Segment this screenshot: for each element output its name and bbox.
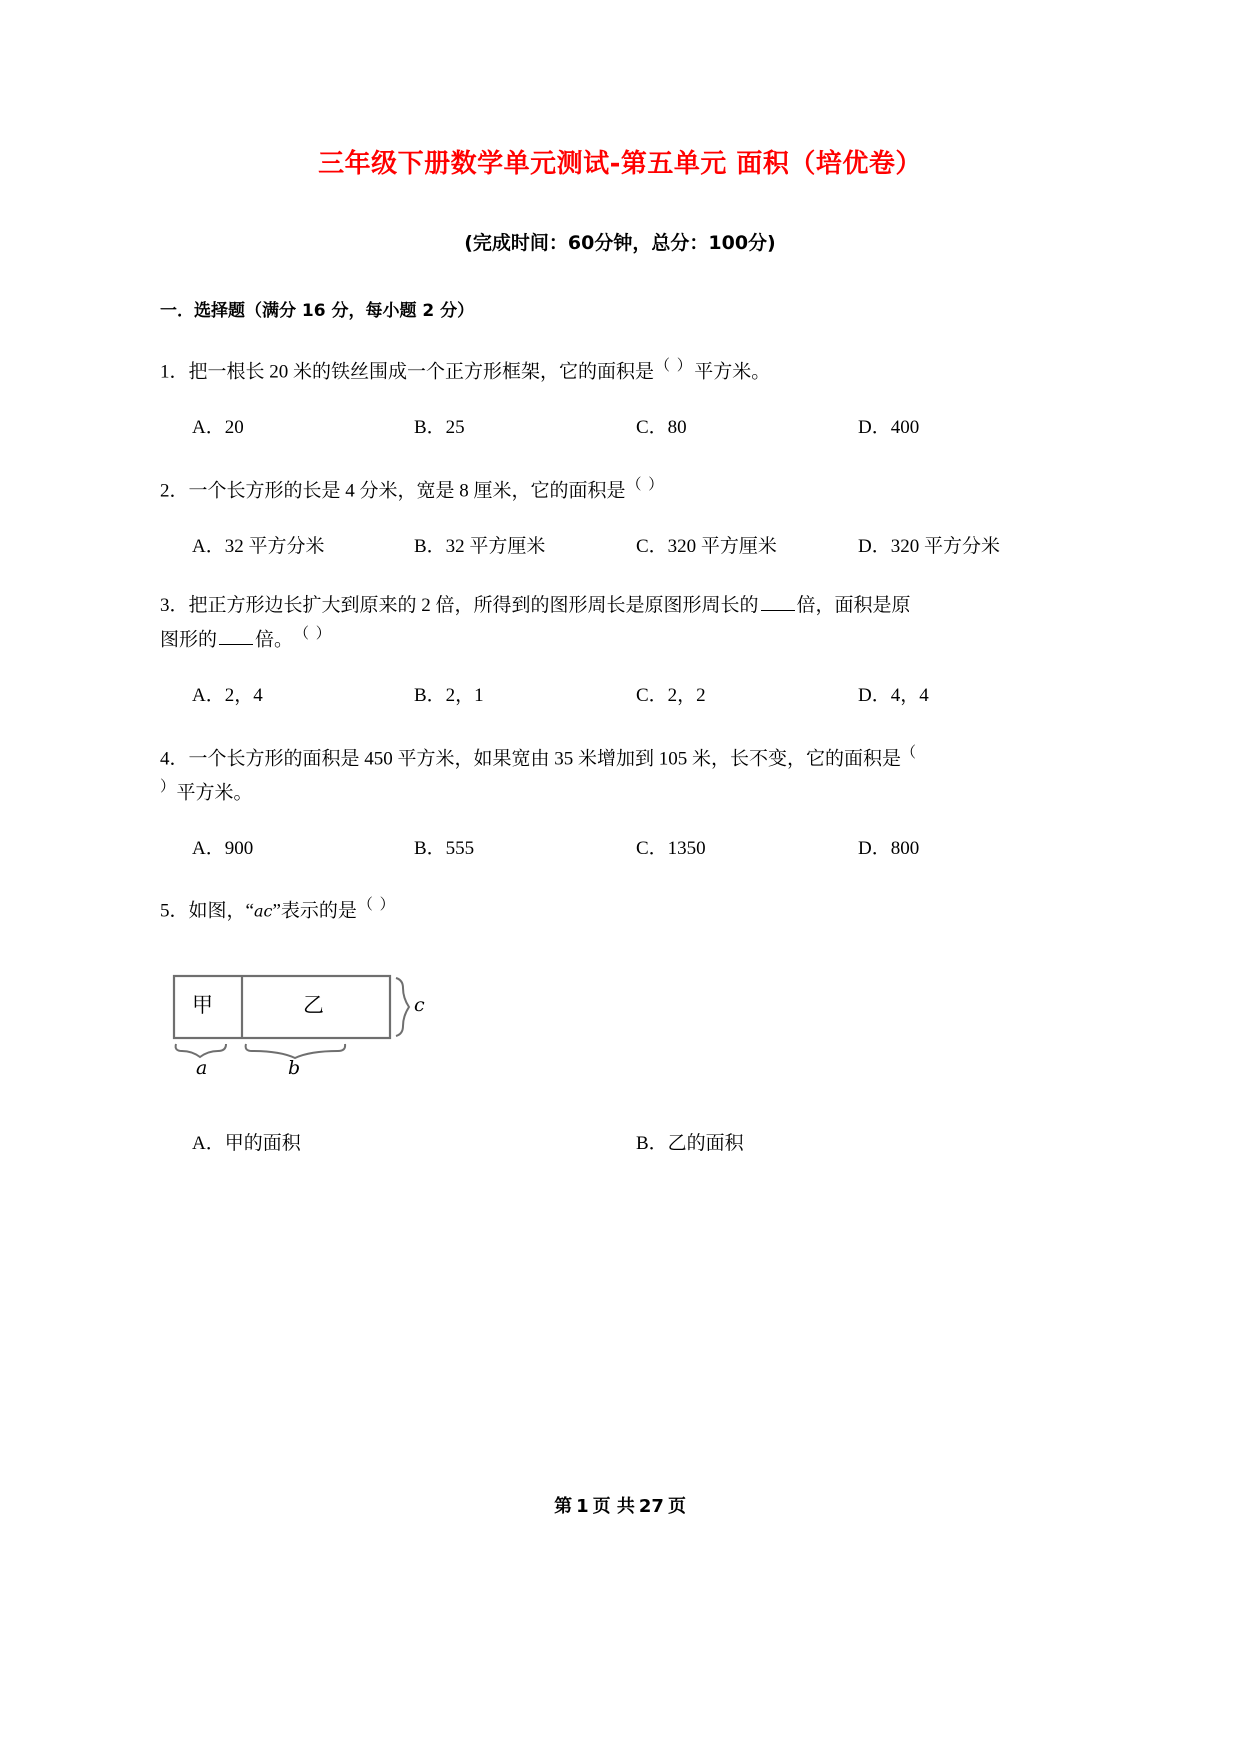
option-1-d[interactable]: D．400	[858, 417, 920, 439]
question-2-answer-blank[interactable]: （ ）	[626, 476, 665, 493]
question-3-stem-part4: 倍。	[255, 629, 294, 651]
question-1	[160, 324, 1080, 388]
question-5-stem: 如图，“	[188, 900, 254, 922]
question-5-stem-mid: ”表示的是	[272, 900, 357, 922]
question-4-stem-tail: 平方米。	[176, 782, 253, 804]
question-1-number: 1．	[160, 361, 189, 383]
option-3-b[interactable]: B．2，1	[414, 685, 484, 707]
footer-suffix: 页	[667, 1496, 686, 1517]
footer-total-pages: 27	[638, 1496, 664, 1517]
question-4-answer-blank-close[interactable]: ）	[160, 778, 177, 795]
question-4-answer-blank-open[interactable]: （	[901, 744, 918, 761]
question-1-stem-tail: 平方米。	[694, 361, 771, 383]
option-2-d[interactable]: D．320 平方分米	[858, 535, 1000, 557]
question-3-fill-blank-2[interactable]	[219, 644, 253, 645]
option-1-a[interactable]: A．20	[192, 417, 244, 439]
brace-right	[396, 978, 409, 1036]
question-2-stem: 一个长方形的长是 4 分米，宽是 8 厘米，它的面积是	[188, 480, 626, 502]
question-3-options	[160, 656, 1080, 711]
brace-label-c: c	[414, 993, 425, 1016]
question-4-stem: 一个长方形的面积是 450 平方米，如果宽由 35 米增加到 105 米，长不变，它的面积是	[188, 748, 902, 770]
cell-label-yi: 乙	[303, 992, 324, 1017]
question-5-options	[160, 1092, 1080, 1159]
option-3-a[interactable]: A．2，4	[192, 685, 263, 707]
question-3-number: 3．	[160, 595, 189, 617]
option-5-a[interactable]: A．甲的面积	[192, 1132, 301, 1154]
question-3-stem-part1: 把正方形边长扩大到原来的 2 倍，所得到的图形周长是原图形周长的	[188, 595, 759, 617]
option-3-c[interactable]: C．2，2	[636, 685, 706, 707]
cell-label-jia: 甲	[192, 992, 213, 1017]
option-2-a[interactable]: A．32 平方分米	[192, 535, 325, 557]
question-3	[160, 561, 1080, 656]
question-1-answer-blank[interactable]: （ ）	[655, 358, 694, 375]
question-2	[160, 443, 1080, 507]
question-2-options	[160, 507, 1080, 562]
option-4-d[interactable]: D．800	[858, 837, 920, 859]
option-3-d[interactable]: D．4，4	[858, 685, 929, 707]
brace-bottom-left	[176, 1044, 226, 1057]
footer-page-number: 1	[576, 1496, 589, 1517]
option-2-c[interactable]: C．320 平方厘米	[636, 535, 777, 557]
question-3-stem-part3: 图形的	[160, 629, 218, 651]
question-5-answer-blank[interactable]: （ ）	[357, 897, 397, 914]
question-2-number: 2．	[160, 480, 189, 502]
footer-middle: 页 共	[592, 1496, 635, 1517]
question-1-stem: 把一根长 20 米的铁丝围成一个正方形框架，它的面积是	[188, 361, 655, 383]
option-4-b[interactable]: B．555	[414, 837, 475, 859]
brace-label-a: a	[196, 1056, 208, 1079]
question-1-options	[160, 388, 1080, 443]
page-footer	[0, 1492, 1240, 1518]
option-1-b[interactable]: B．25	[414, 417, 465, 439]
rectangle-split-diagram	[170, 972, 430, 1092]
option-4-c[interactable]: C．1350	[636, 837, 706, 859]
question-5	[160, 863, 1080, 927]
question-3-stem-part2: 倍，面积是原	[796, 595, 911, 617]
brace-label-b: b	[288, 1056, 301, 1079]
option-1-c[interactable]: C．80	[636, 417, 687, 439]
question-3-answer-blank[interactable]: （ ）	[294, 626, 333, 643]
document-subtitle: (完成时间：60分钟，总分：100分)	[464, 231, 776, 254]
question-5-figure-wrap	[160, 928, 1080, 1092]
brace-bottom-right	[246, 1044, 346, 1058]
question-5-number: 5．	[160, 900, 189, 922]
option-5-b[interactable]: B．乙的面积	[636, 1132, 744, 1154]
section-heading-choice: 一．选择题（满分 16 分，每小题 2 分）	[160, 301, 475, 322]
question-4	[160, 711, 1080, 809]
question-4-options	[160, 809, 1080, 864]
footer-prefix: 第	[554, 1496, 573, 1517]
question-3-fill-blank-1[interactable]	[761, 610, 795, 611]
page-title: 三年级下册数学单元测试-第五单元 面积（培优卷）	[318, 149, 922, 179]
option-4-a[interactable]: A．900	[192, 837, 254, 859]
option-2-b[interactable]: B．32 平方厘米	[414, 535, 546, 557]
question-5-math-expression: ac	[253, 901, 273, 921]
question-4-number: 4．	[160, 748, 189, 770]
